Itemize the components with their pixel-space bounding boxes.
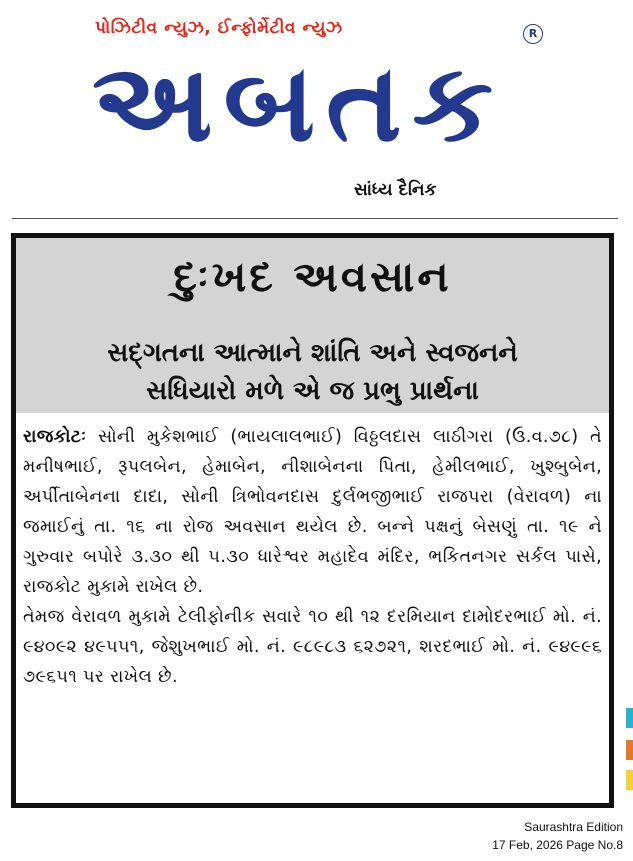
newspaper-logo: અબતક xyxy=(92,41,504,166)
notice-paragraph-2: તેમજ વેરાવળ મુકામે ટેલીફોનીક સવારે ૧૦ થી ૧૨ દરમિયાન દામોદરભાઈ મો. નં. ૯૪૦૯૨ ૪૯૫૫૧, જેશુખભાઈ મો. નં. ૯૮૯૮૩ ૬૨૭૨૧, શરદભાઈ મો. નં. ૯૪૯૯૬ ૭૯૬૫૧ પર રાખેલ છે. xyxy=(23,607,602,687)
dateline: રાજકોટઃ xyxy=(23,427,87,447)
notice-body xyxy=(23,422,602,692)
notice-headline: દુઃખદ અવસાન xyxy=(173,252,452,301)
masthead-divider xyxy=(12,218,618,219)
edition-date-page: 17 Feb, 2026 Page No.8 xyxy=(492,838,623,852)
edition-name: Saurashtra Edition xyxy=(524,820,623,834)
notice-header xyxy=(16,238,609,413)
clipped-edge-mark xyxy=(626,770,633,790)
edition-info xyxy=(492,818,623,854)
edition-type-label: સાંધ્ય દૈનિક xyxy=(354,180,437,200)
notice-paragraph-1 xyxy=(23,422,602,602)
paragraph-1-text: સોની મુકેશભાઈ (ભાયલાલભાઈ) વિઠ્ઠલદાસ લાઠીગરા (ઉ.વ.૭૮) તે મનીષભાઈ, રૂપલબેન, હેમાબેન, નીશાબેનના પિતા, હેમીલભાઈ, ખુશ્બુબેન, અર્પીતાબેનના દાદા, સોની ત્રિભોવનદાસ દુર્લભજીભાઈ રાજપરા (વેરાવળ) ના જમાઈનું તા. ૧૬ ના રોજ અવસાન થયેલ છે. બન્ને પક્ષનું બેસણું તા. ૧૯ ને ગુરુવાર બપોરે ૩.૩૦ થી ૫.૩૦ ધારેશ્વર મહાદેવ મંદિર, ભકિતનગર સર્કલ પાસે, રાજકોટ મુકામે રાખેલ છે. xyxy=(23,427,602,597)
newspaper-masthead xyxy=(0,0,633,215)
clipped-edge-mark xyxy=(626,740,633,760)
notice-prayer-line xyxy=(16,334,609,410)
prayer-line-1: સદ્ગતના આત્માને શાંતિ અને સ્વજનને xyxy=(107,338,518,368)
obituary-notice xyxy=(11,233,614,808)
clipped-edge-mark xyxy=(626,708,633,728)
prayer-line-2: સધિયારો મળે એ જ પ્રભુ પ્રાર્થના xyxy=(146,376,479,406)
masthead-tagline: પોઝિટીવ ન્યુઝ, ઈન્ફોર્મેટીવ ન્યુઝ xyxy=(95,18,343,38)
registered-trademark-icon: R xyxy=(523,24,543,44)
